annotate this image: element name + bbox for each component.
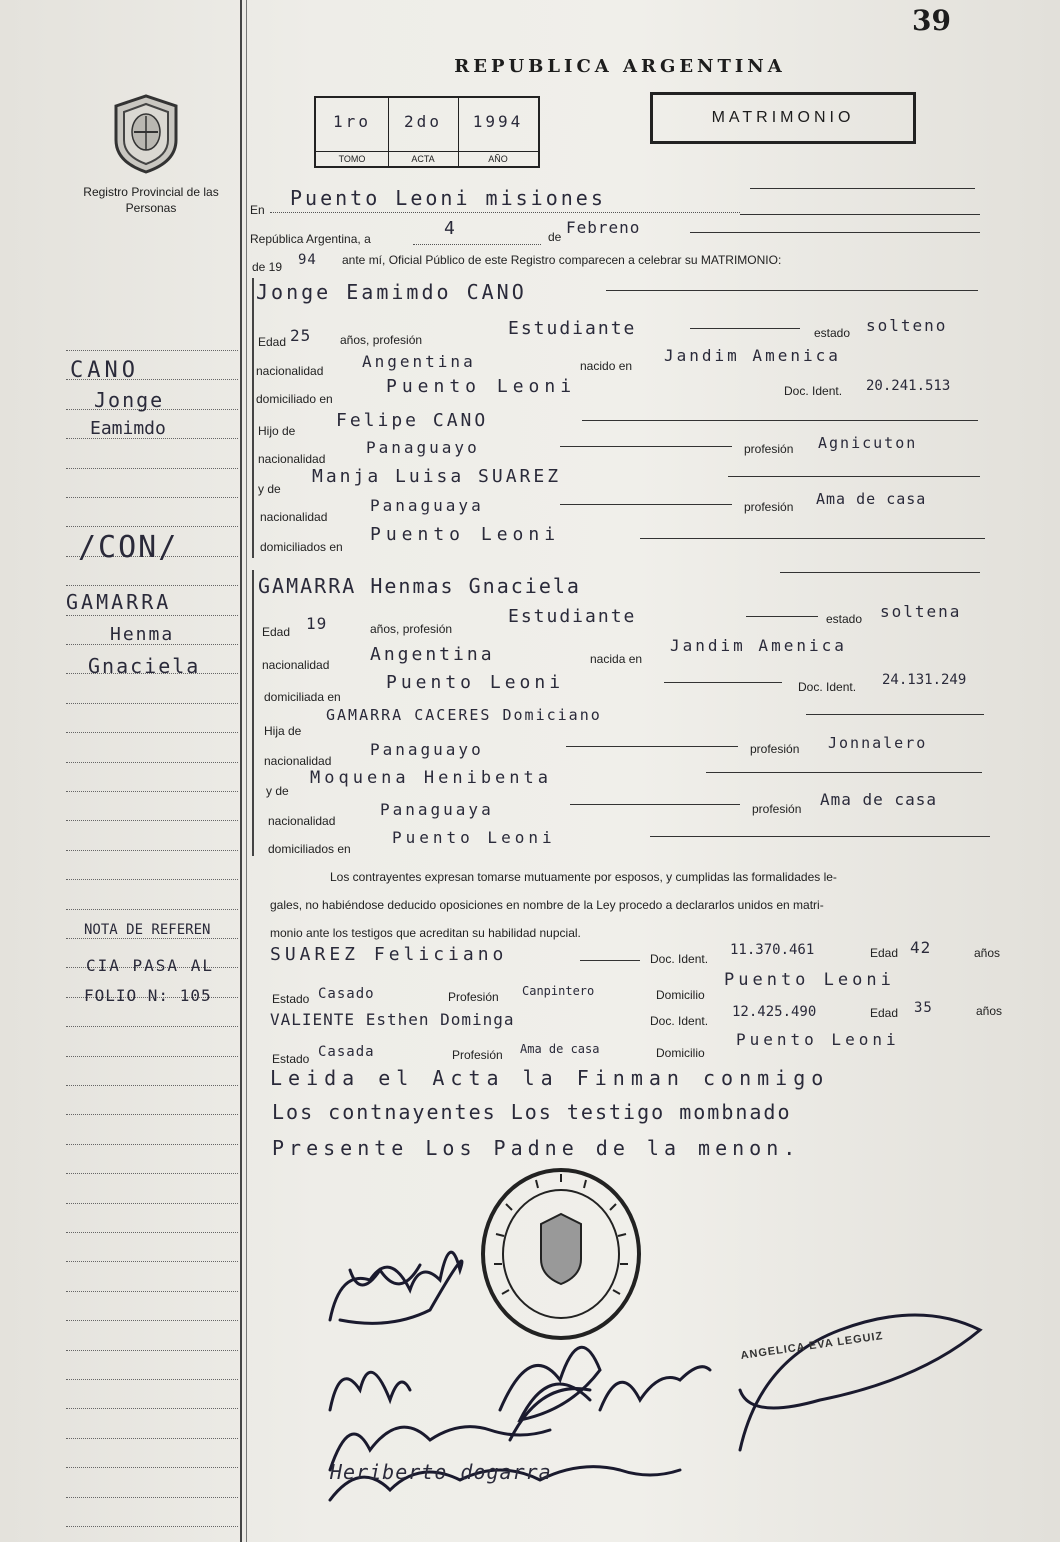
witness1-domicilio-label: Domicilio [656, 988, 705, 1002]
margin-ruled-line [66, 1026, 238, 1027]
bride-mother-nationality: Panaguaya [380, 800, 494, 819]
bride-mother-nat-label: nacionalidad [268, 814, 336, 828]
bride-father-prof-label: profesión [750, 742, 800, 756]
margin-ruled-line [66, 1144, 238, 1145]
intro-text: ante mí, Oficial Público de este Registro comparecen a celebrar su MATRIMONIO: [342, 253, 782, 267]
margin-ruled-line [66, 1056, 238, 1057]
day-value: 4 [444, 218, 458, 239]
groom-nacionalidad-label: nacionalidad [256, 364, 324, 378]
margin-ruled-line [66, 350, 238, 351]
witness1-doc-label: Doc. Ident. [650, 952, 709, 966]
margin-ruled-line [66, 1350, 238, 1351]
groom-anos-profesion-label: años, profesión [340, 333, 423, 347]
tomo-cell [316, 98, 389, 166]
witness1-edad-label: Edad [870, 946, 899, 960]
margin-ruled-line [66, 1379, 238, 1380]
country-heading: REPUBLICA ARGENTINA [454, 56, 786, 77]
witness1-name: SUAREZ Feliciano [270, 944, 508, 965]
legal-text-1: Los contrayentes expresan tomarse mutuamente por esposos, y cumplidas las formalidades le- [330, 870, 837, 884]
groom-estado-label: estado [814, 326, 851, 340]
margin-ruled-line [66, 703, 238, 704]
margin-ruled-line [66, 1232, 238, 1233]
margin-ruled-line [66, 820, 238, 821]
margin-ruled-line [66, 909, 238, 910]
record-number-box [314, 96, 540, 168]
margin-ruled-line [66, 1085, 238, 1086]
witness2-domicile: Puento Leoni [736, 1030, 900, 1049]
margin-connector: /CON/ [78, 530, 179, 565]
margin-ruled-line [66, 850, 238, 851]
republica-label: República Argentina, a [250, 232, 371, 246]
registry-seal-icon [108, 92, 184, 174]
bride-age: 19 [306, 614, 328, 633]
groom-age: 25 [290, 326, 312, 345]
margin-ruled-line [66, 526, 238, 527]
margin-ruled-line [66, 1526, 238, 1527]
witness1-anos-label: años [974, 946, 1001, 960]
month-value: Febreno [566, 218, 641, 237]
groom-domiciliado-label: domiciliado en [256, 392, 333, 406]
groom-name: Jonge Eamimdo CANO [256, 280, 527, 304]
registry-name: Registro Provincial de las Personas [83, 185, 219, 215]
witness2-anos-label: años [976, 1004, 1003, 1018]
closing-line-2: Los contnayentes Los testigo mombnado [272, 1100, 792, 1124]
witness2-doc-id: 12.425.490 [732, 1004, 817, 1020]
witness1-doc-id: 11.370.461 [730, 942, 815, 958]
margin-ruled-line [66, 1261, 238, 1262]
groom-mother-nat-label: nacionalidad [260, 510, 328, 524]
bride-domiciliada-label: domiciliada en [264, 690, 341, 704]
margin-ruled-line [66, 791, 238, 792]
bride-father-profession: Jonnalero [828, 734, 928, 752]
closing-line-3: Presente Los Padne de la menon. [272, 1136, 801, 1160]
witness2-name: VALIENTE Esthen Dominga [270, 1010, 515, 1029]
margin-ruled-line [66, 1203, 238, 1204]
margin-ruled-line [66, 1173, 238, 1174]
groom-mother: Manja Luisa SUAREZ [312, 466, 562, 487]
year-suffix: 94 [298, 252, 317, 268]
margin-ruled-line [66, 1497, 238, 1498]
legal-text-3: monio ante los testigos que acreditan su habilidad nupcial. [270, 926, 581, 940]
bride-nationality: Angentina [370, 644, 495, 665]
witness2-estado-label: Estado [272, 1052, 310, 1066]
groom-domicile: Puento Leoni [386, 376, 577, 397]
page-number: 39 [912, 4, 951, 37]
margin-ruled-line [66, 879, 238, 880]
margin-ruled-line [66, 1320, 238, 1321]
margin-ruled-line [66, 585, 238, 586]
stamp-text: ANGELICA EVA LEGUIZ [739, 1330, 885, 1362]
margin-note-2: CIA PASA AL [86, 956, 214, 975]
bride-estado-label: estado [826, 612, 863, 626]
bride-profession: Estudiante [508, 606, 637, 627]
bride-nacionalidad-label: nacionalidad [262, 658, 330, 672]
bride-father-nationality: Panaguayo [370, 740, 484, 759]
bride-doc-id: 24.131.249 [882, 672, 967, 688]
margin-groom-surname: CANO [70, 358, 139, 383]
margin-rule [240, 0, 242, 1542]
margin-ruled-line [66, 1291, 238, 1292]
groom-doc-label: Doc. Ident. [784, 384, 843, 398]
groom-bracket [252, 278, 254, 558]
bride-mother: Moquena Henibenta [310, 768, 552, 788]
ano-label: AÑO [458, 151, 538, 164]
groom-father-profession: Agnicuton [818, 434, 918, 452]
witness2-age: 35 [914, 1000, 933, 1016]
witness2-doc-label: Doc. Ident. [650, 1014, 709, 1028]
bride-bracket [252, 570, 254, 856]
groom-birthplace: Jandim Amenica [664, 346, 841, 365]
margin-ruled-line [66, 1114, 238, 1115]
year-prefix: de 19 [252, 260, 283, 274]
margin-rule-inner [246, 0, 247, 1542]
bride-parents-dom-label: domiciliados en [268, 842, 351, 856]
bride-doc-label: Doc. Ident. [798, 680, 857, 694]
bride-mother-prof-label: profesión [752, 802, 802, 816]
bride-mother-profession: Ama de casa [820, 790, 937, 809]
margin-ruled-line [66, 615, 238, 616]
bride-birthplace: Jandim Amenica [670, 636, 847, 655]
legal-text-2: gales, no habiéndose deducido oposiciones en nombre de la Ley procedo a declararlos unidos en matri- [270, 898, 824, 912]
witness1-age: 42 [910, 938, 932, 957]
groom-doc-id: 20.241.513 [866, 378, 951, 394]
margin-groom-given-2: Eamimdo [90, 418, 166, 439]
groom-parents-domicile: Puento Leoni [370, 524, 561, 545]
groom-profession: Estudiante [508, 318, 637, 339]
acta-value: 2do [404, 112, 442, 131]
witness2-profession: Ama de casa [520, 1042, 600, 1056]
bride-anos-profesion-label: años, profesión [370, 622, 453, 636]
witness2-edad-label: Edad [870, 1006, 899, 1020]
bride-hija-label: Hija de [264, 724, 302, 738]
margin-ruled-line [66, 762, 238, 763]
groom-civil-state: solteno [866, 316, 948, 335]
witness1-estado-label: Estado [272, 992, 310, 1006]
witness1-profession: Canpintero [522, 984, 595, 998]
bride-edad-label: Edad [262, 625, 291, 639]
groom-mother-prof-label: profesión [744, 500, 794, 514]
groom-father-prof-label: profesión [744, 442, 794, 456]
bride-y-de-label: y de [266, 784, 289, 798]
witness2-profesion-label: Profesión [452, 1048, 503, 1062]
margin-ruled-line [66, 1438, 238, 1439]
groom-hijo-label: Hijo de [258, 424, 296, 438]
groom-father-nat-label: nacionalidad [258, 452, 326, 466]
margin-bride-surname: GAMARRA [66, 590, 172, 614]
margin-bride-given-2: Gnaciela [88, 654, 201, 678]
groom-y-de-label: y de [258, 482, 281, 496]
bride-domicile: Puento Leoni [386, 672, 565, 693]
margin-ruled-line [66, 468, 238, 469]
tomo-label: TOMO [316, 151, 388, 164]
bottom-signature-name: Heriberto dogarra [330, 1460, 552, 1484]
witness1-civil-state: Casado [318, 986, 375, 1002]
margin-ruled-line [66, 1467, 238, 1468]
margin-bride-given-1: Henma [110, 624, 175, 645]
bride-name: GAMARRA Henmas Gnaciela [258, 574, 581, 598]
groom-nacido-label: nacido en [580, 359, 633, 373]
groom-mother-nationality: Panaguaya [370, 496, 484, 515]
bride-nacida-label: nacida en [590, 652, 643, 666]
groom-edad-label: Edad [258, 335, 287, 349]
margin-ruled-line [66, 732, 238, 733]
witness2-civil-state: Casada [318, 1044, 375, 1060]
witness2-domicilio-label: Domicilio [656, 1046, 705, 1060]
ano-cell [458, 98, 538, 166]
bride-civil-state: soltena [880, 602, 962, 621]
margin-ruled-line [66, 1408, 238, 1409]
bride-father-nat-label: nacionalidad [264, 754, 332, 768]
closing-line-1: Leida el Acta la Finman conmigo [270, 1066, 830, 1090]
witness1-profesion-label: Profesión [448, 990, 499, 1004]
bride-parents-domicile: Puento Leoni [392, 828, 556, 847]
tomo-value: 1ro [333, 112, 371, 131]
margin-ruled-line [66, 497, 238, 498]
margin-ruled-line [66, 938, 238, 939]
document-type-box: MATRIMONIO [650, 92, 916, 144]
acta-cell [388, 98, 459, 166]
margin-groom-given-1: Jonge [94, 388, 165, 412]
margin-note-3: FOLIO N: 105 [84, 986, 212, 1005]
ano-value: 1994 [472, 112, 524, 131]
place-value: Puento Leoni misiones [290, 186, 606, 210]
margin-note-1: NOTA DE REFEREN [84, 922, 211, 938]
groom-parents-dom-label: domiciliados en [260, 540, 343, 554]
bride-father: GAMARRA CACERES Domiciano [326, 706, 602, 724]
witness1-domicile: Puento Leoni [724, 970, 895, 990]
en-label: En [250, 203, 265, 217]
de-label: de [548, 230, 562, 244]
groom-father-nationality: Panaguayo [366, 438, 480, 457]
groom-nationality: Angentina [362, 352, 476, 371]
groom-mother-profession: Ama de casa [816, 490, 927, 508]
acta-label: ACTA [388, 151, 458, 164]
groom-father: Felipe CANO [336, 410, 489, 431]
